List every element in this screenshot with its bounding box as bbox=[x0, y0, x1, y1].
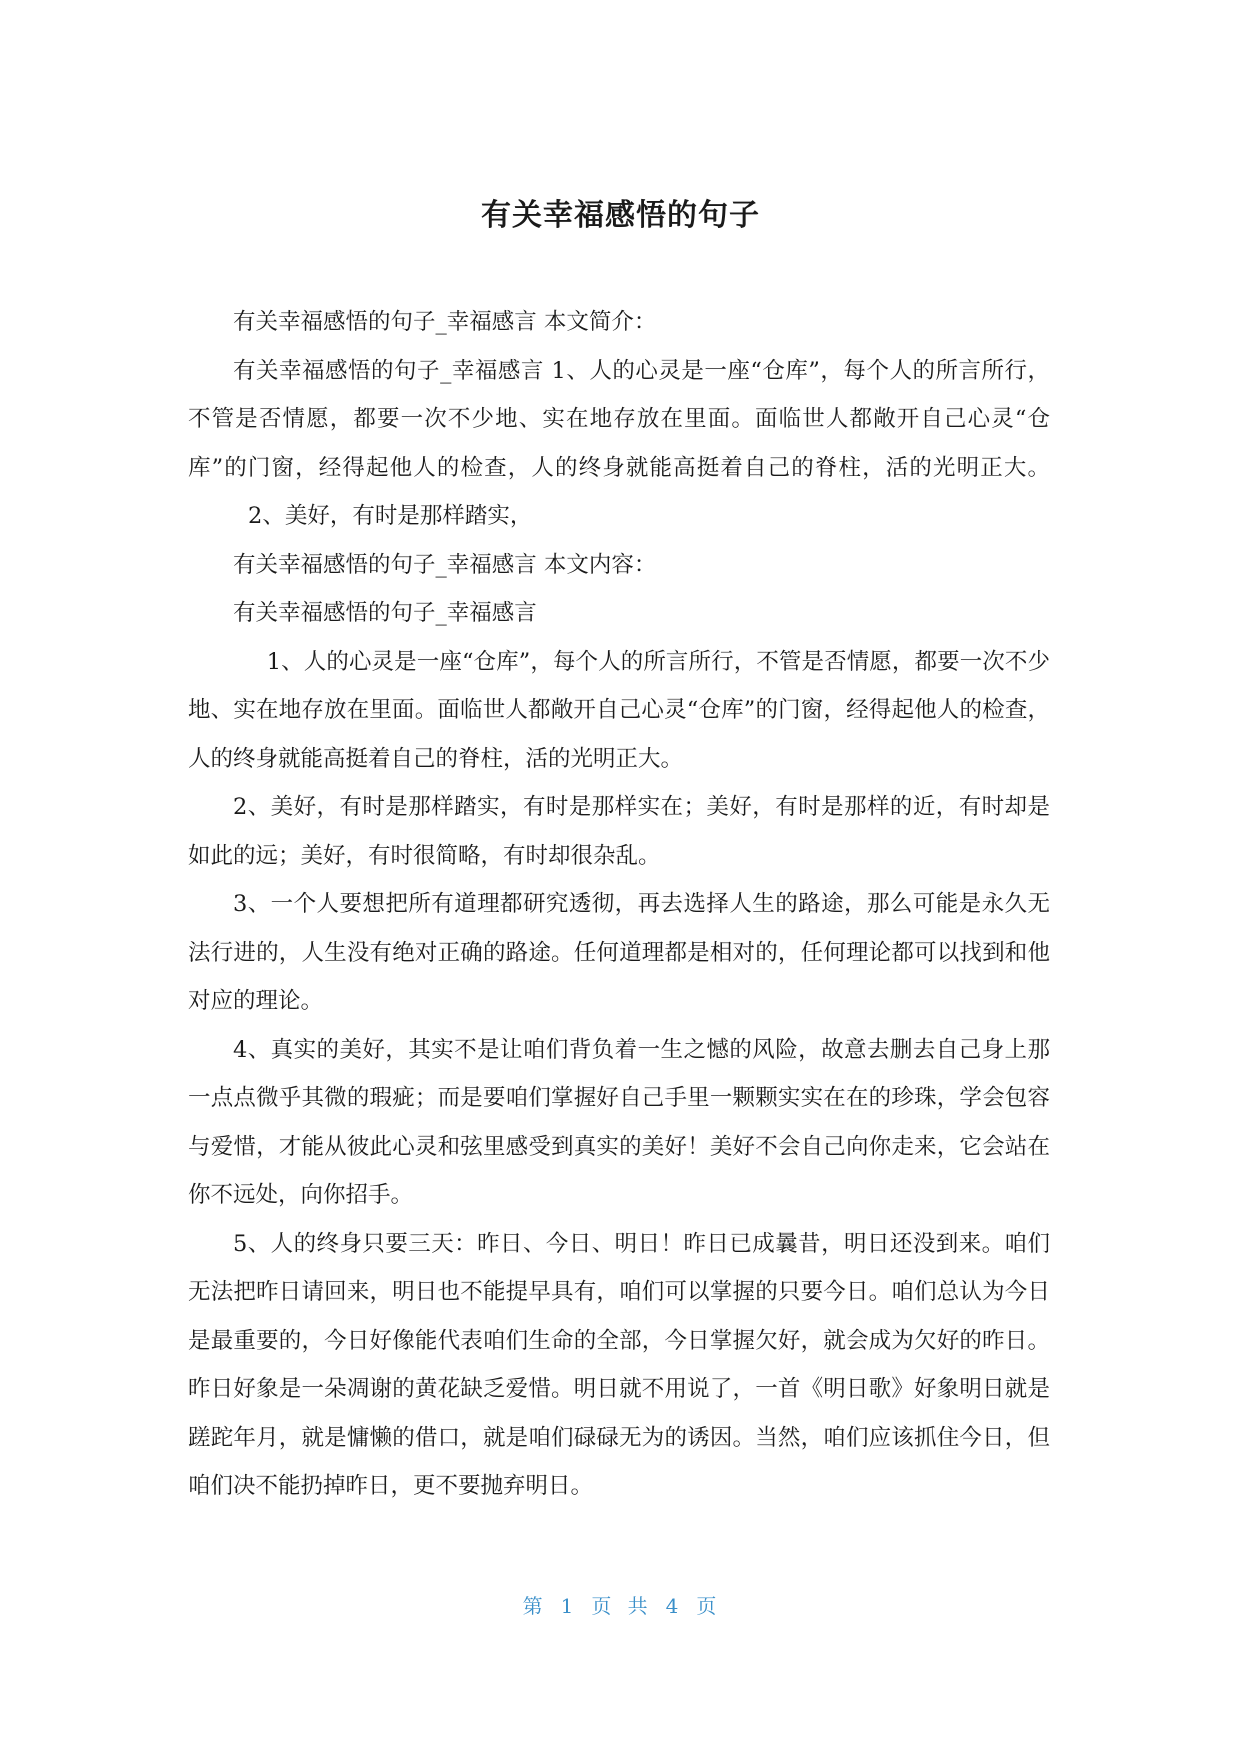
footer-page-label: 第 bbox=[522, 1594, 545, 1618]
paragraph-item-4: 4、真实的美好，其实不是让咱们背负着一生之憾的风险，故意去删去自己身上那一点点微乎其微的瑕疵；而是要咱们掌握好自己手里一颗颗实实在在的珍珠，学会包容与爱惜，才能从彼此心灵和弦里感受到真实的美好！美好不会自己向你走来，它会站在你不远处，向你招手。 bbox=[188, 1036, 1050, 1208]
footer-end-label: 页 bbox=[696, 1594, 719, 1618]
paragraph-item-1: 1、人的心灵是一座“仓库”，每个人的所言所行，不管是否情愿，都要一次不少地、实在地存放在里面。面临世人都敞开自己心灵“仓库”的门窗，经得起他人的检查，人的终身就能高挺着自己的脊柱，活的光明正大。 bbox=[188, 648, 1050, 772]
paragraph-item-5: 5、人的终身只要三天：昨日、今日、明日！昨日已成曩昔，明日还没到来。咱们无法把昨日请回来，明日也不能提早具有，咱们可以掌握的只要今日。咱们总认为今日是最重要的，今日好像能代表咱们生命的全部，今日掌握欠好，就会成为欠好的昨日。昨日好象是一朵凋谢的黄花缺乏爱惜。明日就不用说了，一首《明日歌》好象明日就是蹉跎年月，就是慵懒的借口，就是咱们碌碌无为的诱因。当然，咱们应该抓住今日，但咱们决不能扔掉昨日，更不要抛弃明日。 bbox=[188, 1230, 1050, 1499]
paragraph-item-3: 3、一个人要想把所有道理都研究透彻，再去选择人生的路途，那么可能是永久无法行进的，人生没有绝对正确的路途。任何道理都是相对的，任何理论都可以找到和他对应的理论。 bbox=[188, 891, 1050, 1014]
paragraph-content-subtitle: 有关幸福感悟的句子_幸福感言 bbox=[233, 600, 537, 626]
page-footer bbox=[0, 1590, 1241, 1619]
paragraph-summary bbox=[188, 347, 1050, 541]
footer-current-page: 1 bbox=[560, 1594, 576, 1618]
paragraph-item-2: 2、美好，有时是那样踏实，有时是那样实在；美好，有时是那样的近，有时却是如此的远；美好，有时很简略，有时却很杂乱。 bbox=[188, 794, 1050, 869]
document-title: 有关幸福感悟的句子 bbox=[481, 198, 760, 233]
footer-of-label: 页 共 bbox=[591, 1594, 650, 1618]
document-body bbox=[188, 298, 1050, 1511]
paragraph-summary-heading: 有关幸福感悟的句子_幸福感言 本文简介： bbox=[233, 309, 657, 335]
summary-text: 有关幸福感悟的句子_幸福感言 1、人的心灵是一座“仓库”，每个人的所言所行，不管是否情愿，都要一次不少地、实在地存放在里面。面临世人都敞开自己心灵“仓库”的门窗，经得起他人的检查，人的终身就能高挺着自己的脊柱，活的光明正大。 bbox=[188, 357, 1050, 481]
summary-text-continued: 2、美好，有时是那样踏实， bbox=[248, 503, 533, 529]
paragraph-content-heading: 有关幸福感悟的句子_幸福感言 本文内容： bbox=[233, 551, 657, 578]
footer-total-pages: 4 bbox=[665, 1594, 681, 1618]
